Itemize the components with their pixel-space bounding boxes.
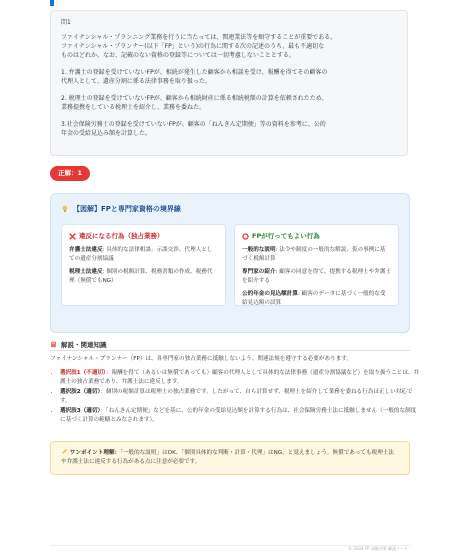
allowed-desc: : 法令や制度の一般的な解説、仮の事例に基づく税額計算 [242,247,386,262]
option-2-line: 2. 税理士の登録を受けていないFPが、顧客から相続財産に係る相続税額の計算を依頼されたため、 [61,95,328,102]
allowed-column [234,224,399,306]
option-2-line: 業務提携をしている税理士を紹介し、業務を委ねた。 [61,104,206,111]
allowed-desc: : 顧客の同意を得て、提携する税理士や弁護士を紹介する [242,269,392,284]
choice-text: ：「ねんきん定期便」などを基に、公的年金の受給見込額を計算する行為は、社会保険労務士法に抵触しません（一般的な制度に基づく計算の範疇とみなされます）。 [60,408,417,423]
explanation-heading-text: 解説・関連知識 [61,340,107,349]
allowed-desc: : 顧客のデータに基づく一般的な受給見込額の試算 [242,291,386,306]
allowed-term: 公的年金の見込額計算 [242,291,298,297]
one-point-box [50,441,410,475]
allowed-item [242,268,391,286]
diagram-box [50,193,410,333]
question-number: 問1 [61,19,71,26]
choice-label: 選択肢2（適切） [60,389,101,395]
footer-text: © 2024 FP 試験対策 解説ノート [348,546,408,551]
violation-term: 税理士法違反 [69,269,103,275]
choice-text: ：報酬を得て（あるいは無償であっても）顧客の代理人として具体的な法律事務（遺産分割協議など）を取り扱うことは、弁護士の独占業務であり、弁護士法に違反します。 [60,370,420,385]
explanation-intro: ファイナンシャル・プランナー（FP）は、各専門家の独占業務に抵触しないよう、関連法規を遵守する必要があります。 [50,356,352,362]
allowed-item [242,246,391,264]
choice-label: 選択肢1（不適切） [60,370,106,376]
pencil-icon [61,448,68,455]
choice-text: ：個別の税額計算は税理士の独占業務です。したがって、自ら計算せず、税理士を紹介して業務を委ねる行為は正しい対応です。 [60,389,413,404]
explanation-list [50,369,420,426]
question-intro-line: ファイナンシャル・プランニング業務を行うに当たっては、関連業法等を順守することが重要である。 [61,34,337,41]
explanation-item [60,407,420,425]
violation-heading-text: 違反になる行為（独占業務） [79,232,164,240]
option-1-line: 1. 弁護士の登録を受けていないFPが、相続が発生した顧客から相談を受け、報酬を得てその顧客の [61,69,328,76]
one-point-text: 「一般的な説明」はOK、「個別具体的な判断・計算・代理」はNG、と覚えましょう。無償であっても税理士法や弁護士法に違反する行為がある点に注意が必要です。 [61,450,394,465]
allowed-heading [242,232,391,241]
one-point-label: ワンポイント理解： [69,450,121,456]
violation-term: 弁護士法違反 [69,247,103,253]
explanation-heading [50,338,410,351]
violation-item [69,246,218,264]
allowed-item [242,290,391,308]
diagram-title [61,204,399,214]
option-1-line: 代理人として、遺産分割に係る法律事務を取り扱った。 [61,78,211,85]
question-intro-line: ファイナンシャル・プランナー(以下「FP」という)の行為に関する次の記述のうち、最も不適切な [61,43,325,50]
violation-desc: : 具体的な法律相談、示談交渉、代理人としての遺産分割協議 [69,247,213,262]
allowed-term: 一般的な説明 [242,247,276,253]
question-box [50,10,408,156]
answer-badge: 正解：1 [50,166,90,181]
circle-icon [242,233,249,240]
option-3-line: 3.社会保険労務士の登録を受けていないFPが、顧客の「ねんきん定期便」等の資料を参考に、公的 [61,121,326,128]
allowed-term: 専門家の紹介 [242,269,276,275]
allowed-heading-text: FPが行ってもよい行為 [252,232,320,240]
question-intro-line: ものはどれか。なお、記載のない資格の登録等については一切考慮しないこととする。 [61,52,295,59]
choice-label: 選択肢3（適切） [60,408,101,414]
violation-column [61,224,226,306]
notebook-icon [50,341,57,348]
violation-item [69,268,218,286]
violation-heading [69,232,218,241]
lightbulb-icon [61,205,69,213]
option-3-line: 年金の受給見込み額を計算した。 [61,130,152,137]
violation-desc: : 個別の税額計算、税務書類の作成、税務代理（無償でもNG） [69,269,213,284]
diagram-title-text: 【図解】FPと専門家資格の境界線 [73,205,181,213]
cross-icon [69,233,76,240]
explanation-item [60,388,420,406]
explanation-item [60,369,420,387]
accent-bar [50,0,54,6]
